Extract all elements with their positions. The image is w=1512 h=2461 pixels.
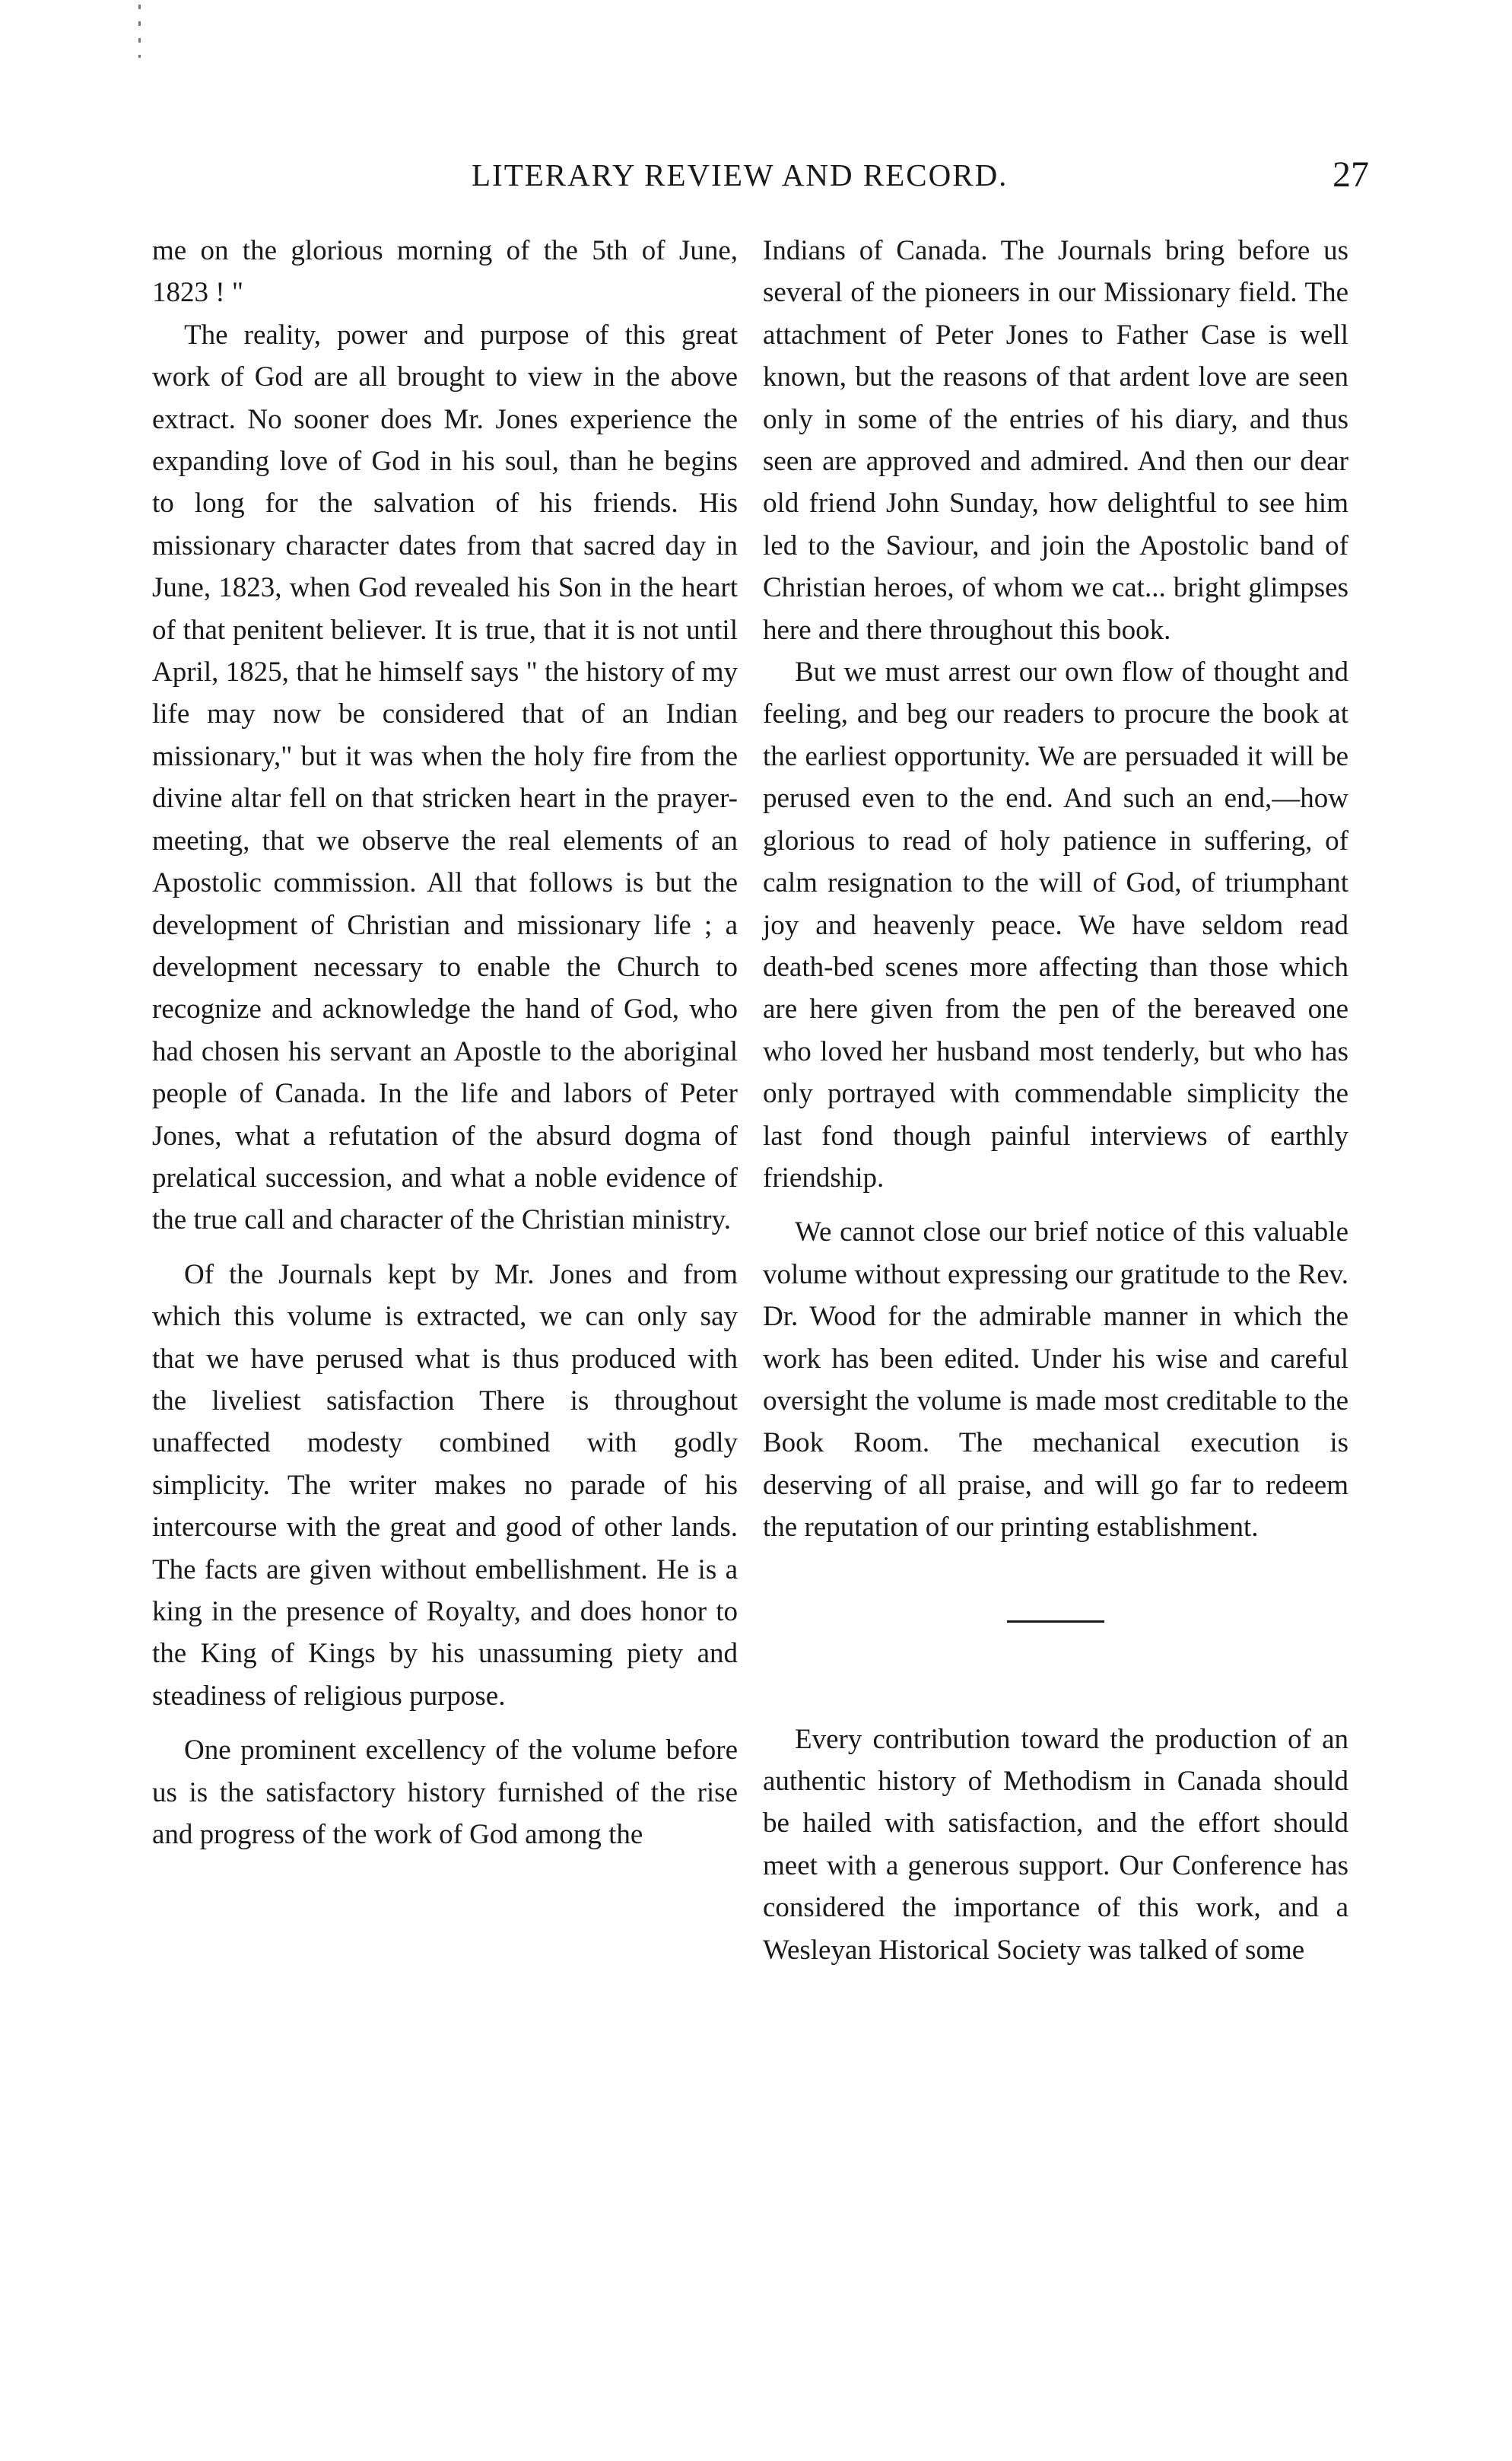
paragraph: The reality, power and purpose of this great work of God are all brought to view in the above extract. No sooner does Mr. Jones experience the expanding love of God in his soul, than he begins to long for the salvation of his friends. His missionary character dates from that sacred day in June, 1823, when God revealed his Son in the heart of that penitent believer. It is true, that it is not until April, 1825, that he himself says " the history of my life may now be considered that of an Indian missionary," but it was when the holy fire from the divine altar fell on that stricken heart in the prayer-meeting, that we observe the real elements of an Apostolic commission. All that follows is but the development of Christian and missionary life ; a development necessary to enable the Church to recognize and acknowledge the hand of God, who had chosen his servant an Apostle to the aboriginal people of Canada. In the life and labors of Peter Jones, what a refutation of the absurd dogma of prelatical succession, and what a noble evidence of the true call and character of the Christian ministry. [152, 319, 738, 1236]
paragraph: Every contribution toward the production of an authentic history of Methodism in Canada should be hailed with satisfaction, and the effort should meet with a generous support. Our Conference has considered the importance of this work, and a Wesleyan Historical Society was talked of some [763, 1723, 1348, 1966]
paragraph: Of the Journals kept by Mr. Jones and from which this volume is extracted, we can only say that we have perused what is thus produced with the liveliest satisfaction There is throughout unaffected modesty combined with godly simplicity. The writer makes no parade of his intercourse with the great and good of other lands. The facts are given without embellishment. He is a king in the presence of Royalty, and does honor to the King of Kings by his unassuming piety and steadiness of religious purpose. [152, 1258, 738, 1712]
page-header [152, 154, 1369, 210]
paragraph: Indians of Canada. The Journals bring before us several of the pioneers in our Missionary field. The attachment of Peter Jones to Father Case is well known, but the reasons of that ardent love are seen only in some of the entries of his diary, and thus seen are approved and admired. And then our dear old friend John Sunday, how delightful to see him led to the Saviour, and join the Apostolic band of Christian heroes, of whom we cat... bright glimpses here and there throughout this book. [763, 235, 1348, 646]
right-column [763, 230, 1348, 1971]
scan-artifact-mark [138, 5, 141, 58]
paragraph: We cannot close our brief notice of this valuable volume without expressing our gratitude to the Rev. Dr. Wood for the admirable manner in which the work has been edited. Under his wise and careful oversight the volume is made most creditable to the Book Room. The mechanical execution is deserving of all praise, and will go far to redeem the reputation of our printing establishment. [763, 1216, 1348, 1544]
page-number: 27 [1333, 154, 1369, 195]
paragraph: One prominent excellency of the volume before us is the satisfactory history furnished of the rise and progress of the work of God among the [152, 1734, 738, 1851]
left-column [152, 230, 738, 1855]
paragraph: But we must arrest our own flow of thought and feeling, and beg our readers to procure the book at the earliest opportunity. We are persuaded it will be perused even to the end. And such an end,—how glorious to read of holy patience in suffering, of calm resignation to the will of God, of triumphant joy and heavenly peace. We have seldom read death-bed scenes more affecting than those which are here given from the pen of the bereaved one who loved her husband most tenderly, but who has only portrayed with commendable simplicity the last fond though painful interviews of earthly friendship. [763, 657, 1348, 1194]
section-divider-rule [1007, 1620, 1104, 1623]
paragraph: me on the glorious morning of the 5th of June, 1823 ! " [152, 235, 738, 309]
running-title: LITERARY REVIEW AND RECORD. [472, 157, 1009, 192]
